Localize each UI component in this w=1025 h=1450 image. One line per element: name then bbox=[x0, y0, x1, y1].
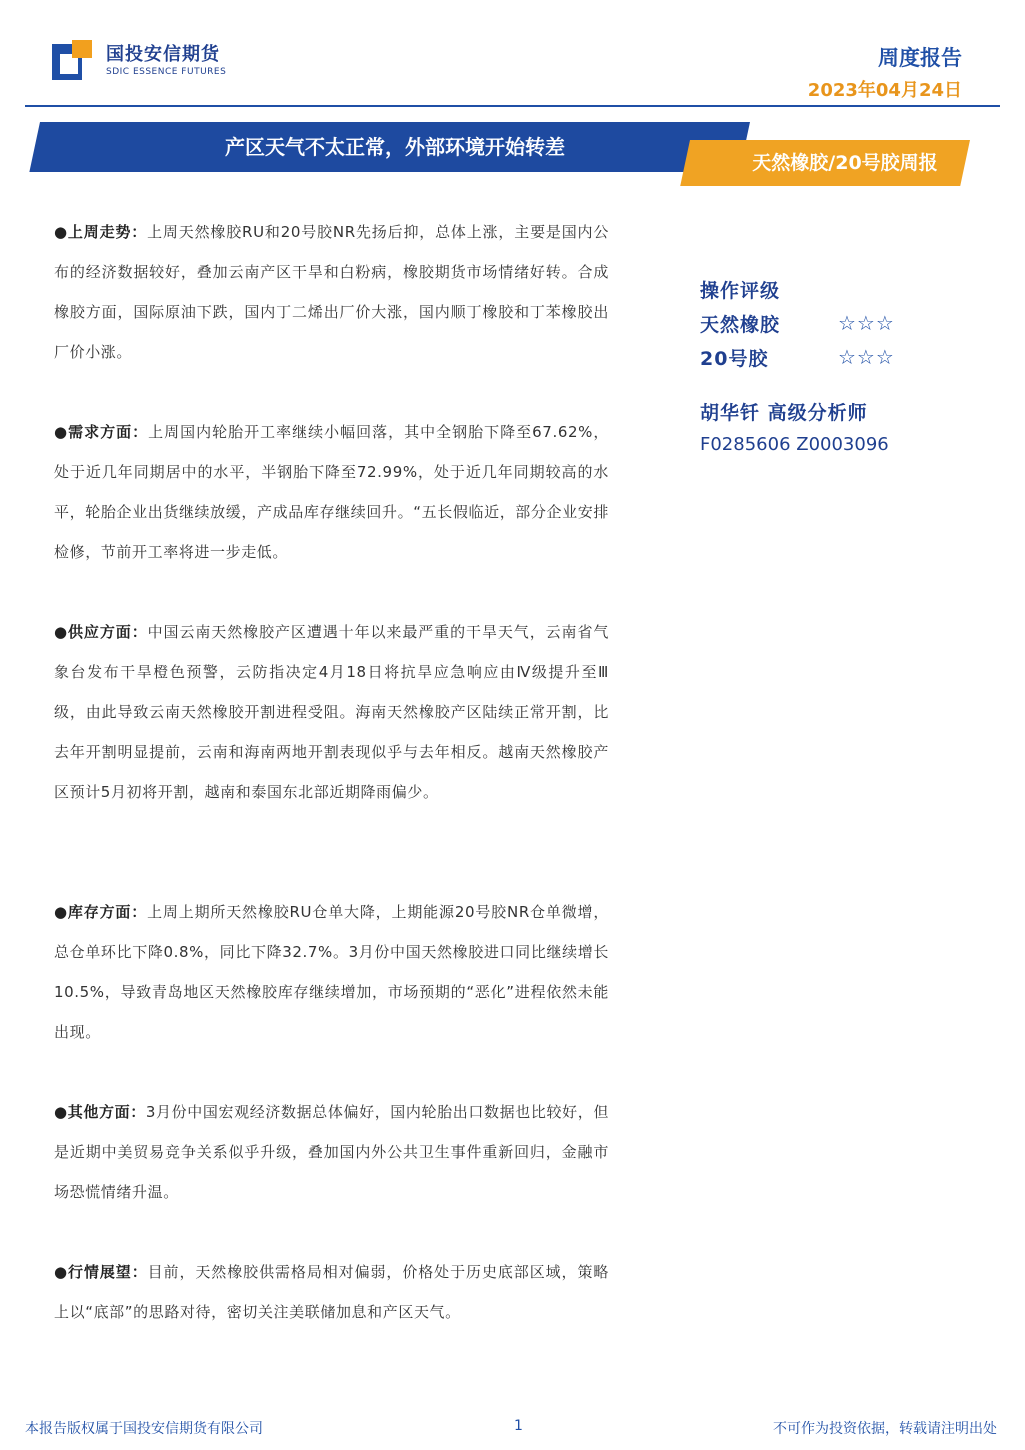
logo-mark-icon bbox=[52, 40, 94, 82]
section-outlook bbox=[54, 1252, 609, 1332]
section-inventory bbox=[54, 892, 609, 1052]
report-date: 2023年04月24日 bbox=[807, 80, 962, 101]
section-text: 上周天然橡胶RU和20号胶NR先扬后抑，总体上涨，主要是国内公布的经济数据较好，叠加云南产区干旱和白粉病，橡胶期货市场情绪好转。合成橡胶方面，国际原油下跌，国内丁二烯出厂价大涨，国内顺丁橡胶和丁苯橡胶出厂价小涨。 bbox=[54, 223, 609, 361]
rating-row bbox=[700, 306, 960, 340]
logo-name-cn: 国投安信期货 bbox=[106, 44, 220, 65]
section-demand bbox=[54, 412, 609, 572]
logo-text bbox=[106, 44, 226, 78]
section-text: 上周上期所天然橡胶RU仓单大降，上期能源20号胶NR仓单微增，总仓单环比下降0.8%，同比下降32.7%。3月份中国天然橡胶进口同比继续增长10.5%，导致青岛地区天然橡胶库存继续增加，市场预期的“恶化”进程依然未能出现。 bbox=[54, 903, 609, 1041]
rating-title-row bbox=[700, 272, 960, 306]
rating-label: 20号胶 bbox=[700, 347, 769, 370]
report-subtitle: 天然橡胶/20号胶周报 bbox=[752, 152, 938, 174]
bullet-icon: ● bbox=[54, 423, 69, 441]
footer-copyright: 本报告版权属于国投安信期货有限公司 bbox=[25, 1421, 263, 1437]
section-text: 3月份中国宏观经济数据总体偏好，国内轮胎出口数据也比较好，但是近期中美贸易竞争关系似乎升级，叠加国内外公共卫生事件重新回归，金融市场恐慌情绪升温。 bbox=[54, 1103, 609, 1201]
section-supply bbox=[54, 612, 609, 812]
report-type: 周度报告 bbox=[878, 46, 962, 70]
star-rating-icon: ☆☆☆ bbox=[838, 345, 895, 369]
rating-row bbox=[700, 340, 960, 374]
section-heading: 行情展望： bbox=[68, 1263, 148, 1281]
rating-panel bbox=[700, 272, 960, 374]
logo-name-en: SDIC ESSENCE FUTURES bbox=[106, 67, 227, 77]
bullet-icon: ● bbox=[54, 1103, 68, 1121]
section-heading: 需求方面： bbox=[68, 423, 149, 441]
page-number: 1 bbox=[514, 1418, 523, 1434]
section-heading: 其他方面： bbox=[67, 1103, 146, 1121]
section-text: 上周国内轮胎开工率继续小幅回落，其中全钢胎下降至67.62%，处于近几年同期居中的水平，半钢胎下降至72.99%，处于近几年同期较高的水平，轮胎企业出货继续放缓，产成品库存继续回升。“五长假临近，部分企业安排检修，节前开工率将进一步走低。 bbox=[54, 423, 609, 561]
report-title: 产区天气不太正常，外部环境开始转差 bbox=[225, 135, 565, 159]
header-divider bbox=[25, 105, 1000, 107]
analyst-name: 胡华钎 高级分析师 bbox=[700, 402, 868, 424]
footer-disclaimer: 不可作为投资依据，转载请注明出处 bbox=[773, 1421, 997, 1437]
analyst-codes: F0285606 Z0003096 bbox=[700, 434, 889, 455]
bullet-icon: ● bbox=[54, 223, 68, 241]
rating-label: 天然橡胶 bbox=[700, 313, 781, 336]
section-heading: 库存方面： bbox=[67, 903, 148, 921]
bullet-icon: ● bbox=[54, 1263, 69, 1281]
bullet-icon: ● bbox=[54, 903, 68, 921]
rating-title: 操作评级 bbox=[700, 279, 781, 302]
section-other bbox=[54, 1092, 609, 1212]
star-rating-icon: ☆☆☆ bbox=[838, 311, 895, 335]
section-weekly-trend bbox=[54, 212, 609, 372]
company-logo bbox=[52, 40, 226, 82]
section-heading: 供应方面： bbox=[68, 623, 148, 641]
section-text: 中国云南天然橡胶产区遭遇十年以来最严重的干旱天气，云南省气象台发布干旱橙色预警，云防指决定4月18日将抗旱应急响应由Ⅳ级提升至Ⅲ级，由此导致云南天然橡胶开割进程受阻。海南天然橡胶产区陆续正常开割，比去年开割明显提前，云南和海南两地开割表现似乎与去年相反。越南天然橡胶产区预计5月初将开割，越南和泰国东北部近期降雨偏少。 bbox=[54, 623, 609, 801]
section-heading: 上周走势： bbox=[67, 223, 148, 241]
section-text: 目前，天然橡胶供需格局相对偏弱，价格处于历史底部区域，策略上以“底部”的思路对待，密切关注美联储加息和产区天气。 bbox=[54, 1263, 609, 1321]
bullet-icon: ● bbox=[54, 623, 69, 641]
